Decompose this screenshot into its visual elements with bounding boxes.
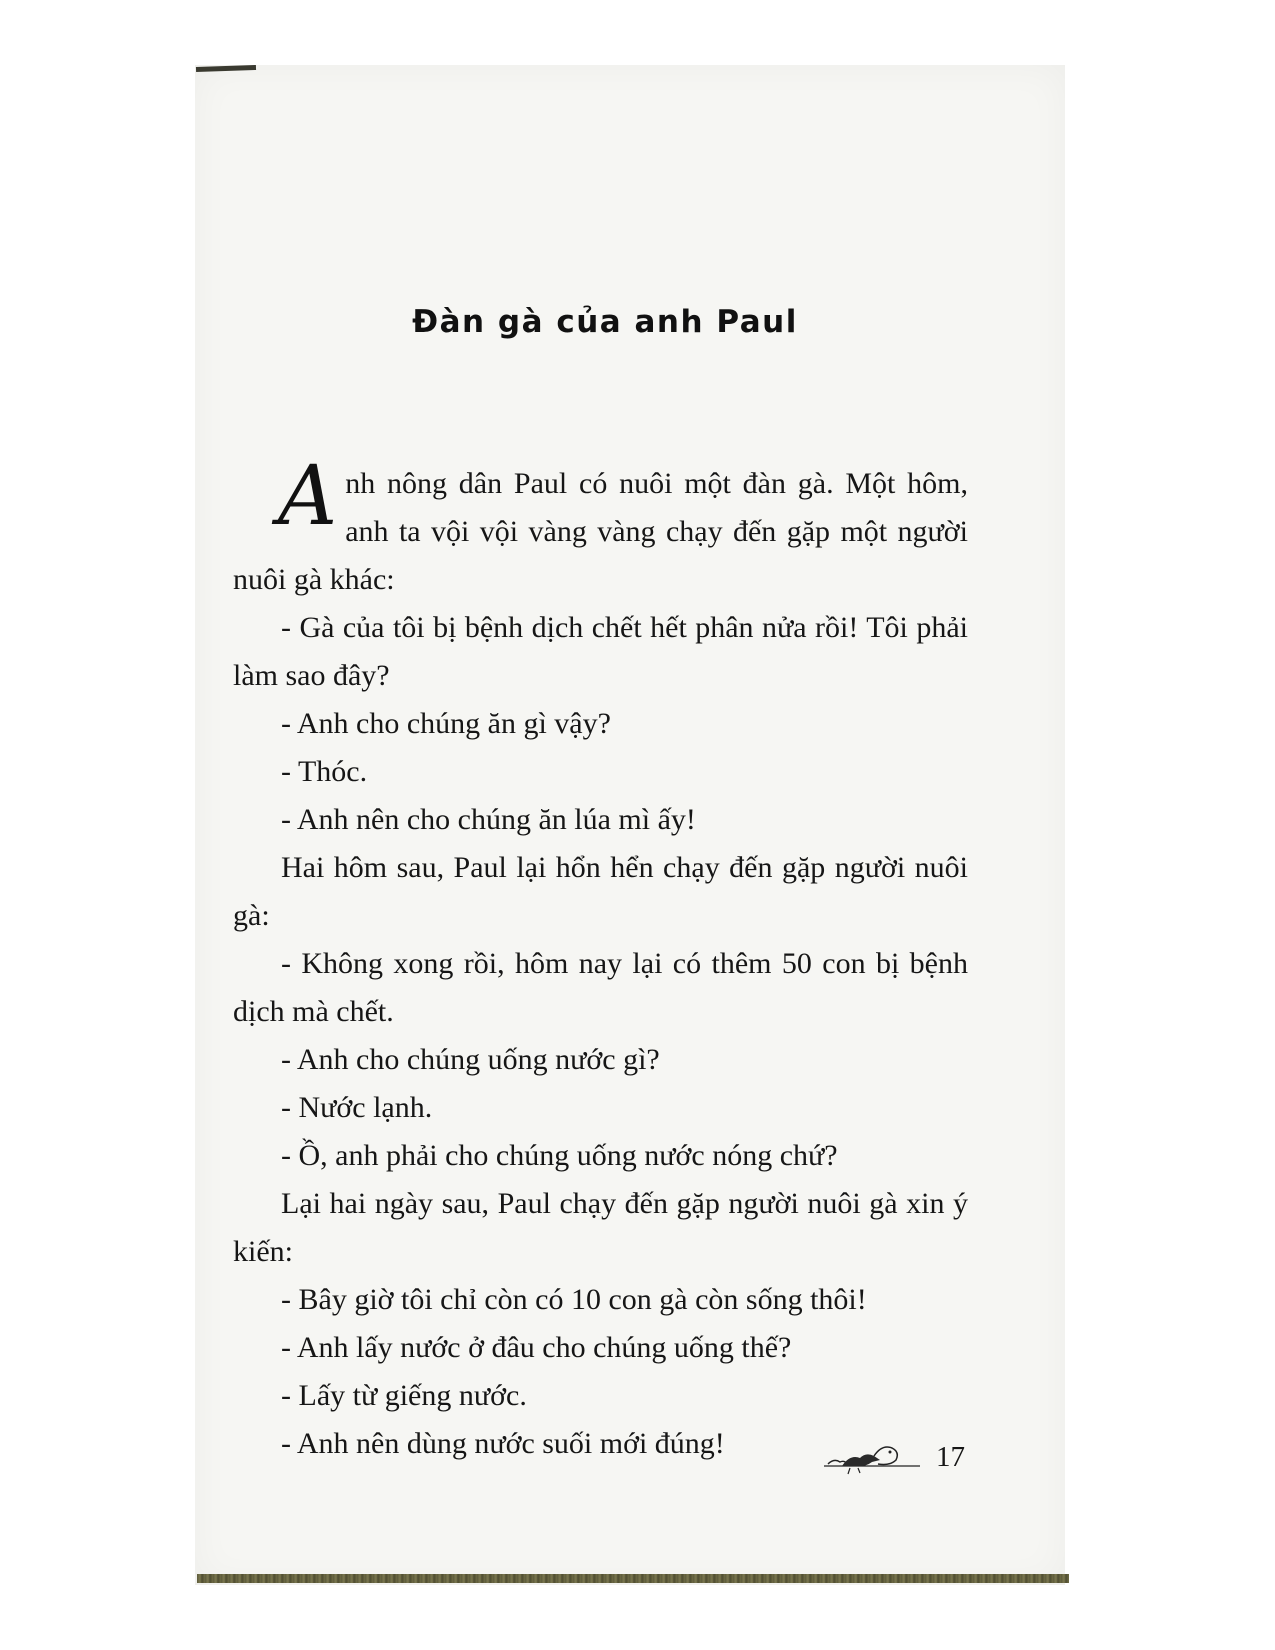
dialog-line: - Không xong rồi, hôm nay lại có thêm 50 con bị bệnh dịch mà chết. <box>233 947 968 1028</box>
drop-cap: A <box>278 449 338 544</box>
dialog-line: - Anh cho chúng uống nước gì? <box>281 1043 660 1076</box>
dialog-line: - Thóc. <box>281 755 368 788</box>
page-number: 17 <box>936 1441 965 1473</box>
dialog-line: - Lấy từ giếng nước. <box>281 1379 527 1412</box>
dialog-line: - Ồ, anh phải cho chúng uống nước nóng chứ? <box>281 1139 838 1172</box>
dialog-line: - Anh cho chúng ăn gì vậy? <box>281 707 611 740</box>
paragraph: Lại hai ngày sau, Paul chạy đến gặp người nuôi gà xin ý kiến: <box>233 1187 968 1268</box>
dialog-line: - Anh nên cho chúng ăn lúa mì ấy! <box>281 803 696 836</box>
dialog-line: - Anh nên dùng nước suối mới đúng! <box>281 1427 725 1460</box>
story-title: Đàn gà của anh Paul <box>412 303 798 340</box>
paragraph: Hai hôm sau, Paul lại hổn hển chạy đến gặp người nuôi gà: <box>233 851 968 932</box>
story-body <box>233 449 968 1468</box>
page-bottom-edge <box>197 1574 1069 1583</box>
bird-on-branch-ornament-icon <box>820 1440 930 1480</box>
dialog-line: - Anh lấy nước ở đâu cho chúng uống thế? <box>281 1331 792 1364</box>
page-footer <box>820 1440 970 1480</box>
dialog-line: - Nước lạnh. <box>281 1091 433 1124</box>
dialog-line: - Gà của tôi bị bệnh dịch chết hết phân nửa rồi! Tôi phải làm sao đây? <box>233 611 968 692</box>
paragraph <box>233 449 968 604</box>
dialog-line: - Bây giờ tôi chỉ còn có 10 con gà còn sống thôi! <box>281 1283 867 1316</box>
paragraph-text: nh nông dân Paul có nuôi một đàn gà. Một hôm, anh ta vội vội vàng vàng chạy đến gặp một người nuôi gà khác: <box>233 467 968 596</box>
